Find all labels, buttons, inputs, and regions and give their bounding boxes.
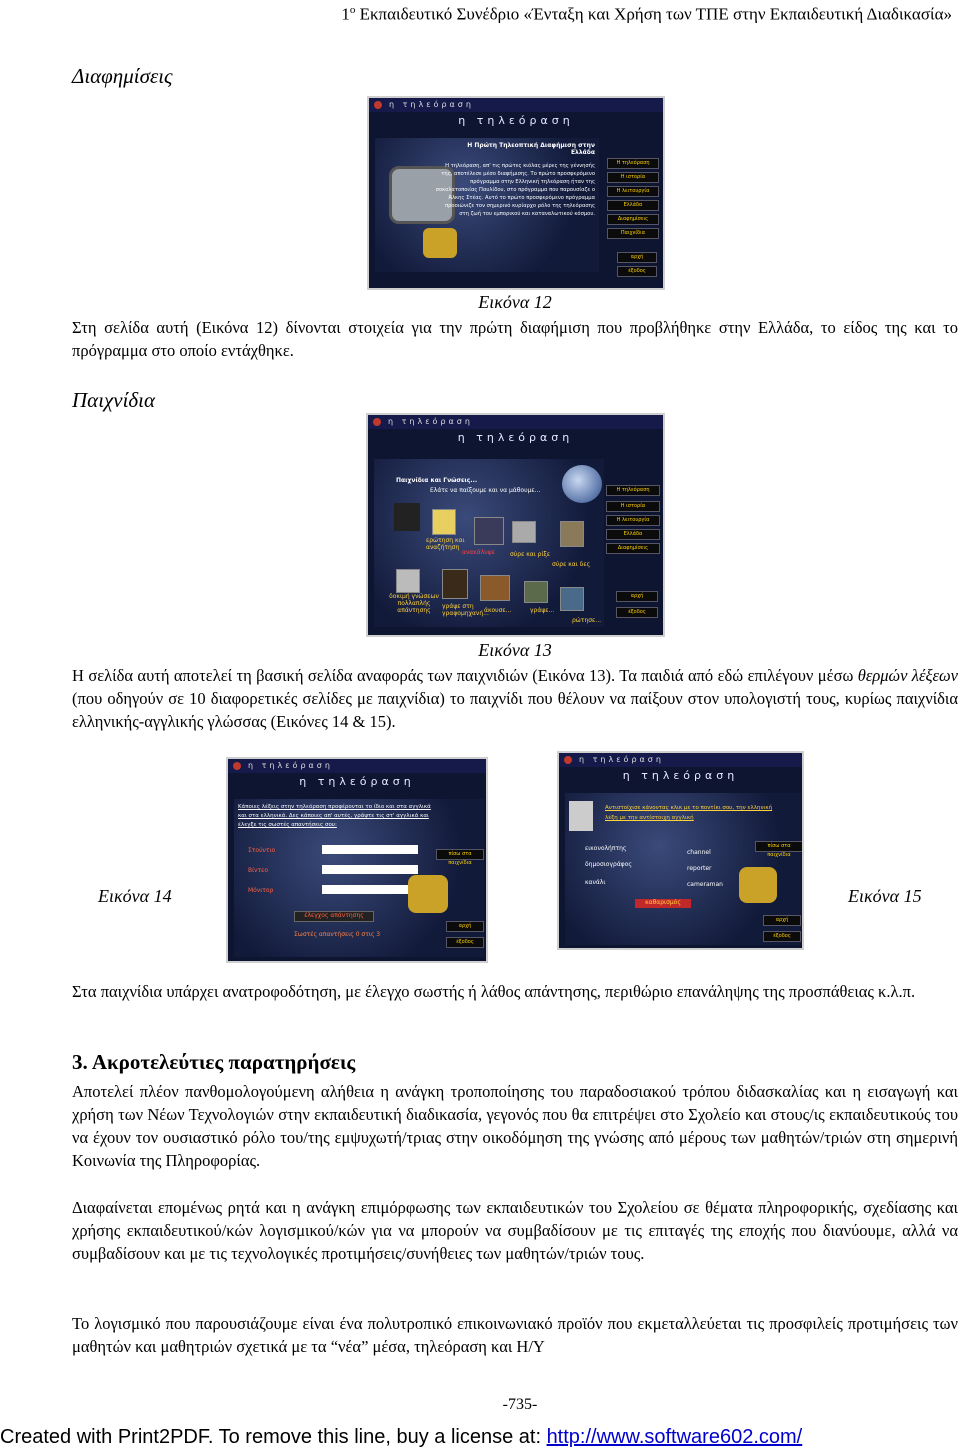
check-answer-button[interactable]: έλεγχος απάντησης <box>294 911 374 922</box>
figure-13-screenshot <box>366 413 665 637</box>
game-link-8[interactable]: γράψε... <box>530 607 555 614</box>
game-thumb-listen[interactable] <box>480 575 510 601</box>
paragraph-feedback: Στα παιχνίδια υπάρχει ανατροφοδότηση, με έλεγχο σωστής ή λάθος απάντησης, περιθώριο επανάληψης της προσπάθειας κ.λ.π. <box>72 982 916 1001</box>
earth-icon <box>562 465 602 503</box>
nav-exit-button[interactable]: έξοδος <box>616 607 658 618</box>
games-section-title: Παιχνίδια <box>72 388 156 412</box>
greek-word-3[interactable]: κανάλι <box>585 879 606 886</box>
back-to-games-button[interactable]: πίσω στα παιχνίδια <box>755 841 803 852</box>
menu-ads[interactable]: Διαφημίσεις <box>606 543 660 554</box>
close-icon[interactable] <box>564 756 572 764</box>
game-link-5[interactable]: δοκιμή γνώσεων πολλαπλής απάντησης <box>389 593 439 614</box>
menu-operation[interactable]: Η λειτουργία <box>606 515 660 526</box>
game-thumb-quiz[interactable] <box>396 569 420 593</box>
window-bar: η τηλεόραση <box>559 753 802 767</box>
game-link-2[interactable]: ανακάλυψε <box>462 549 495 556</box>
header-superscript: ο <box>349 4 356 16</box>
fig12-body: Η τηλεόραση, απ' τις πρώτες κιόλας μέρες της γέννησής της, αποτέλεσε μέσο διαφήμισης. Το πρώτο προσφερόμενο πρόγραμμα στην Ελληνική τηλεόραση ήταν της σοκολατοποιίας Παυλίδου, στο πρόγραμμα που παρουσίαζε ο Άλκης Στέας. Αυτό το πρώτο προσφερόμενο πρόγραμμα προοιώνιζε τον σημερινό κυρίαρχο ρόλο της τηλεόρασης στη ζωή του εμπορικού και καταναλωτικού κόσμου. <box>435 163 595 217</box>
figure-12-caption: Εικόνα 12 <box>478 292 552 312</box>
print2pdf-footer: Created with Print2PDF. To remove this line, buy a license at: http://www.software602.com/ <box>0 1426 803 1448</box>
spider-icon <box>569 801 593 831</box>
nav-home-button[interactable]: αρχή <box>763 915 801 926</box>
figure-13-caption: Εικόνα 13 <box>478 640 552 660</box>
content-panel <box>374 459 604 627</box>
ads-section-title: Διαφημίσεις <box>72 64 173 88</box>
nav-exit-button[interactable]: έξοδος <box>446 937 484 948</box>
paragraph-fig12: Στη σελίδα αυτή (Εικόνα 12) δίνονται στοιχεία για την πρώτη διαφήμιση που προβλήθηκε στην Ελλάδα, το είδος της και το πρόγραμμα στο οποίο εντάχθηκε. <box>72 318 958 360</box>
close-icon[interactable] <box>233 762 241 770</box>
hot-words-emphasis: θερμών λέξεων <box>857 666 958 685</box>
nav-exit-button[interactable]: έξοδος <box>617 266 657 277</box>
english-word-2[interactable]: reporter <box>687 865 712 872</box>
menu-games[interactable]: Παιχνίδια <box>607 228 659 239</box>
fig13-heading-2: Ελάτε να παίξουμε και να μάθουμε... <box>430 487 541 494</box>
game-thumb-ask[interactable] <box>560 587 584 611</box>
paragraph-conclusion-3: Το λογισμικό που παρουσιάζουμε είναι ένα πολυτροπικό επικοινωνιακό προϊόν που εκμεταλλεύεται τις προσφιλείς προτιμήσεις των μαθητών και μαθητριών σχετικά με τα “νέα” μέσα, τηλεόραση και Η/Υ <box>72 1314 958 1356</box>
close-icon[interactable] <box>374 101 382 109</box>
menu-tv[interactable]: Η τηλεόραση <box>607 158 659 169</box>
game-link-6[interactable]: γράψε στη γραφομηχανή... <box>442 603 489 617</box>
word-studio: Στούντιο <box>248 847 276 854</box>
fig13-heading-1: Παιχνίδια και Γνώσεις... <box>396 477 478 484</box>
game-thumb-bulb[interactable] <box>432 509 456 535</box>
game-thumb-mic[interactable] <box>512 521 536 543</box>
game-thumb-drag[interactable] <box>560 521 584 547</box>
menu-greece[interactable]: Ελλάδα <box>606 529 660 540</box>
clear-button[interactable]: καθαρισμός <box>635 899 691 908</box>
window-bar: η τηλεόραση <box>369 98 663 112</box>
game-link-4[interactable]: σύρε και δες <box>552 561 591 568</box>
greek-word-2[interactable]: δημοσιογράφος <box>585 861 632 868</box>
close-icon[interactable] <box>373 418 381 426</box>
figure-12-screenshot <box>367 96 665 290</box>
conclusions-section-title: 3. Ακροτελεύτιες παρατηρήσεις <box>72 1050 356 1074</box>
window-bar: η τηλεόραση <box>228 759 486 773</box>
answer-input-2[interactable] <box>322 865 418 874</box>
game-link-1[interactable]: ερώτηση και αναζήτηση <box>426 537 465 551</box>
score-text: Σωστές απαντήσεις 0 στις 3 <box>294 931 381 938</box>
menu-operation[interactable]: Η λειτουργία <box>607 186 659 197</box>
greek-word-1[interactable]: εικονολήπτης <box>585 845 627 852</box>
screen-title: η τηλεόραση <box>457 431 574 444</box>
figure-15-caption: Εικόνα 15 <box>848 886 922 906</box>
english-word-1[interactable]: channel <box>687 849 711 856</box>
word-monitor: Μόνιτορ <box>248 887 274 894</box>
game-link-9[interactable]: ρώτησε... <box>572 617 602 624</box>
screen-title: η τηλεόραση <box>622 769 739 782</box>
game-thumb-write[interactable] <box>524 581 548 603</box>
screen-title: η τηλεόραση <box>299 775 415 788</box>
game-link-3[interactable]: σύρε και ρίξε <box>510 551 551 558</box>
menu-history[interactable]: Η ιστορία <box>606 501 660 512</box>
back-to-games-button[interactable]: πίσω στα παιχνίδια <box>436 849 484 860</box>
cameraman-icon <box>739 867 777 903</box>
page-number: -735- <box>502 1396 538 1413</box>
menu-ads[interactable]: Διαφημίσεις <box>607 214 659 225</box>
cameraman-icon <box>408 875 448 913</box>
word-video: Βίντεο <box>248 867 269 874</box>
cameraman-icon <box>423 228 457 258</box>
paragraph-fig13: Η σελίδα αυτή αποτελεί τη βασική σελίδα αναφοράς των παιχνιδιών (Εικόνα 13). Τα παιδιά από εδώ επιλέγουν μέσω θερμών λέξεων (που οδηγούν σε 10 διαφορετικές σελίδες με παιχνίδια) το παιχνίδι που θέλουν να παίξουν στον υπολογιστή τους, κυρίως παιχνίδια ελληνικής-αγγλικής γλώσσας (Εικόνες 14 & 15). <box>72 666 958 731</box>
english-word-3[interactable]: cameraman <box>687 881 723 888</box>
content-panel <box>375 138 599 272</box>
paragraph-conclusion-2: Διαφαίνεται επομένως ρητά και η ανάγκη επιμόρφωσης των εκπαιδευτικών του Σχολείου σε θέματα πληροφορικής, σχεδίασης και χρήσης εκπαιδευτικού/κών λογισμικού/κών για να μπορούν να συμβαδίσουν με τις επιταγές της εποχής που διανύουμε, αλλά να συμβαδίσουν και με τις τεχνολογικές προτιμήσεις/συνήθειες των μαθητών/τριών τους. <box>72 1198 958 1263</box>
answer-input-1[interactable] <box>322 845 418 854</box>
figure-14-screenshot <box>226 757 488 963</box>
nav-home-button[interactable]: αρχή <box>617 252 657 263</box>
nav-home-button[interactable]: αρχή <box>616 591 658 602</box>
camera-icon <box>394 503 420 531</box>
menu-history[interactable]: Η ιστορία <box>607 172 659 183</box>
game-thumb-typewriter[interactable] <box>442 569 468 599</box>
fig15-instruction: Αντιστοίχισε κάνοντας κλικ με το ποντίκι σου, την ελληνική λέξη με την αντίστοιχη αγγλική <box>605 805 773 821</box>
answer-input-3[interactable] <box>322 885 418 894</box>
content-panel <box>234 799 484 957</box>
game-thumb-people[interactable] <box>474 517 504 545</box>
license-link[interactable]: http://www.software602.com/ <box>546 1426 803 1448</box>
figure-15-screenshot <box>557 751 804 950</box>
screen-title: η τηλεόραση <box>458 114 574 127</box>
menu-tv[interactable]: Η τηλεόραση <box>606 485 660 496</box>
nav-exit-button[interactable]: έξοδος <box>763 931 801 942</box>
fig12-heading: Η Πρώτη Τηλεοπτική Διαφήμιση στην Ελλάδα <box>467 142 595 156</box>
running-header: $1^o$ Εκπαιδευτικό Συνέδριο «Ένταξη και Χρήση των ΤΠΕ στην Εκπαιδευτική Διαδικασία» <box>341 4 952 24</box>
menu-greece[interactable]: Ελλάδα <box>607 200 659 211</box>
fig14-instruction: Κάποιες λέξεις στην τηλεόραση προφέρονται το ίδιο και στα αγγλικά και στα ελληνικά. Δες κάποιες απ' αυτές, γράψτε τις στ' αγγλικά και έλεγξε τις σωστές απαντήσεις σου: <box>238 804 431 828</box>
figure-14-caption: Εικόνα 14 <box>98 886 172 906</box>
nav-home-button[interactable]: αρχή <box>446 921 484 932</box>
paragraph-conclusion-1: Αποτελεί πλέον πανθομολογούμενη αλήθεια η ανάγκη τροποποίησης του παραδοσιακού τρόπου διδασκαλίας και η εισαγωγή και χρήση των Νέων Τεχνολογιών στην εκπαιδευτική διαδικασία, γεγονός που θα επιτρέψει στο Σχολείο και στους/ις εκπαιδευτικούς του να έχουν τον ουσιαστικό ρόλο του/της εμψυχωτή/τριας στην οικοδόμηση της γνώσης από μέρους των μαθητών/τριών στη σημερινή Κοινωνία της Πληροφορίας. <box>72 1082 958 1170</box>
window-bar: η τηλεόραση <box>368 415 663 429</box>
game-link-7[interactable]: άκουσε... <box>484 607 512 614</box>
